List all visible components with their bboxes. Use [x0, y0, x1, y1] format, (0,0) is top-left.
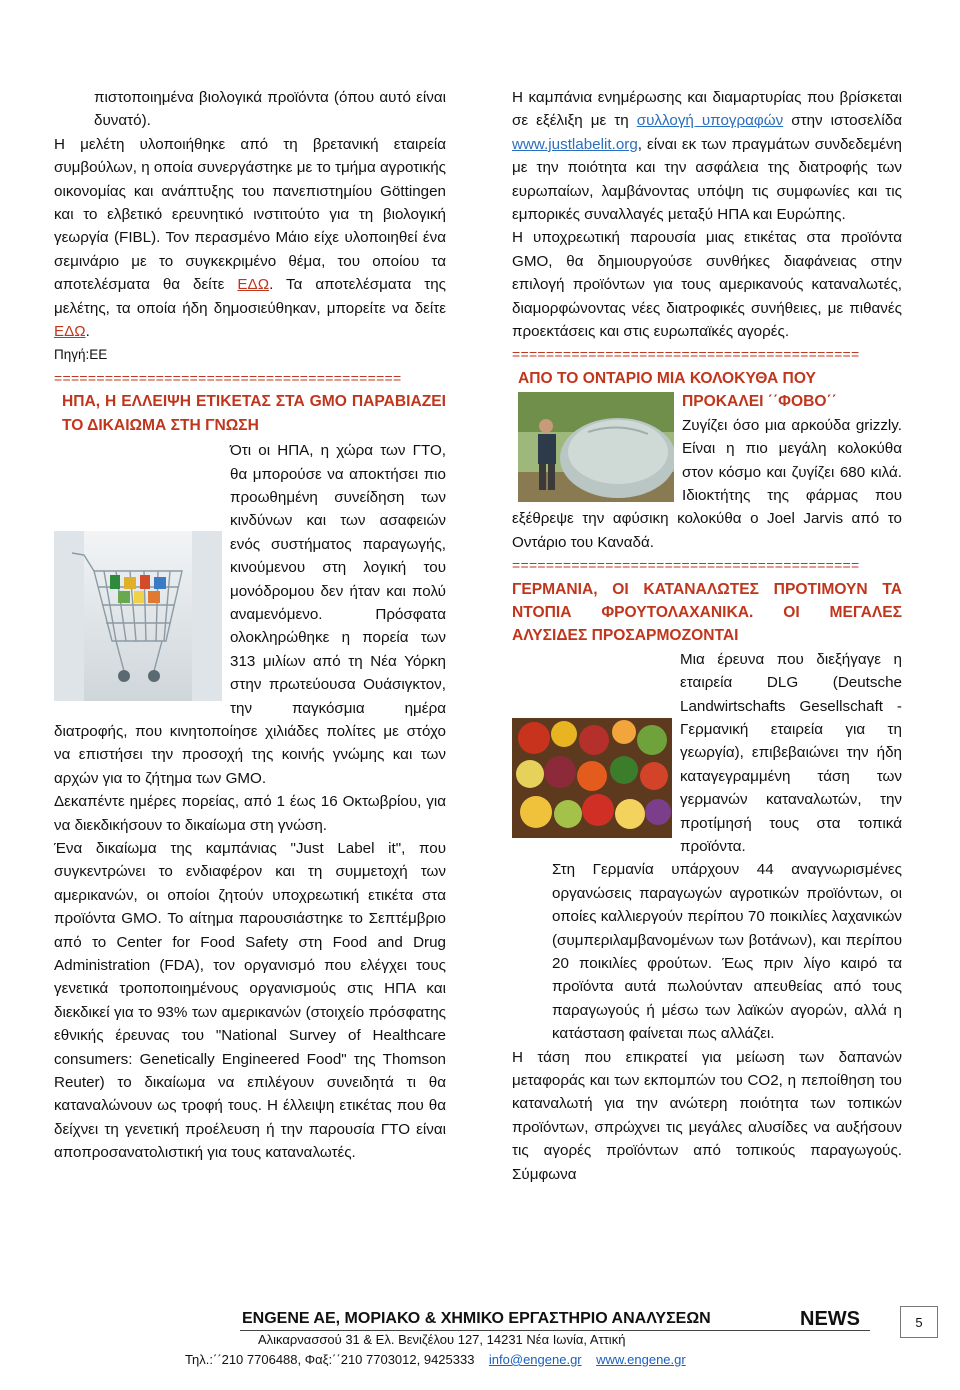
separator: ========================================= [512, 346, 860, 363]
paragraph-producer-organizations: Στη Γερμανία υπάρχουν 44 αναγνωρισμένες οργανώσεις παραγωγών αγροτικών προϊόντων, οι οποίες καλλιεργούν περίπου 70 ποικιλίες λαχανικών (συμπεριλαμβανομένων των βοτάνων), και περίπου 20 ποικιλίες φρούτων. Έως πριν λίγο καιρό τα προϊόντα αυτά πωλούνταν απευθείας από τους παραγωγούς ή μέσω των λαϊκών αγορών, αλλά η κατάσταση φαίνεται πως αλλάζει. [552, 861, 902, 1043]
footer-address: Αλικαρνασσού 31 & Ελ. Βενιζέλου 127, 14231 Νέα Ιωνία, Αττική [258, 1332, 626, 1347]
pumpkin-text: Ζυγίζει όσο μια αρκούδα grizzly. Είναι η πιο μεγάλη κολοκύθα στον κόσμο και ζυγίζει 680 κιλά. Ιδιοκτήτης της φάρμας που εξέθρεψε την αφύσικη κολοκύθα ο Joel Jarvis από το Οντάριο του Καναδά. [512, 416, 902, 551]
footer-web-link[interactable]: www.engene.gr [596, 1352, 686, 1367]
headline-germany-local-produce: ΓΕΡΜΑΝΙΑ, ΟΙ ΚΑΤΑΝΑΛΩΤΕΣ ΠΡΟΤΙΜΟΥΝ ΤΑ ΝΤΟΠΙΑ ΦΡΟΥΤΟΛΑΧΑΝΙΚΑ. ΟΙ ΜΕΓΑΛΕΣ ΑΛΥΣΙΔΕΣ ΠΡΟΣΑΡΜΟΖΟΝΤΑΙ [512, 580, 902, 645]
headline-ontario-pumpkin: ΑΠΟ ΤΟ ΟΝΤΑΡΙΟ ΜΙΑ ΚΟΛΟΚΥΘΑ ΠΟΥ [518, 369, 816, 387]
footer-news-label: NEWS [800, 1308, 860, 1330]
page-number: 5 [900, 1306, 938, 1338]
usa-gmo-text: Ότι οι ΗΠΑ, η χώρα των ΓΤΟ, θα μπορούσε να αποκτήσει πιο προωθημένη συνείδηση των κινδύνων και των ασαφειών ενός συστήματος παραγωγής, κινούμενου στη λογική του μονόδρομου δεν ήταν και πολύ αναμενόμενο. Πρόσφατα ολοκληρώθηκε η πορεία των 313 μιλίων από τη Νέα Υόρκη στην πρωτεύουσα Ουάσιγκτον, την παγκόσμια ημέρα διατροφής, που κινητοποίησε χιλιάδες πολίτες με στόχο να επιστήσει την προσοχή της κοινής γνώμης και των αρχών για το ζήτημα των GMO. [54, 442, 446, 787]
footer-divider [240, 1330, 870, 1331]
dlg-survey-text: Μια έρευνα που διεξήγαγε η εταιρεία DLG (Deutsche Landwirtschafts Gesellschaft - Γερμανική εταιρεία για τη γεωργία), επιβεβαιώνει την ήδη καταγεγραμμένη τάση των γερμανών καταναλωτών, την προτίμησή τους στα τοπικά προϊόντα. [680, 650, 902, 855]
link-signature-collection[interactable]: συλλογή υπογραφών [636, 112, 784, 130]
right-column [512, 86, 902, 1186]
campaign-text: Η καμπάνια ενημέρωσης και διαμαρτυρίας που βρίσκεται σε εξέλιξη με τη [512, 89, 902, 130]
link-justlabelit[interactable]: www.justlabelit.org [512, 135, 638, 153]
paragraph-transport-trend: Η τάση που επικρατεί για μείωση των δαπανών μεταφοράς και των εκπομπών του CO2, η πεποίθηση του καταναλωτή για την ανώτερη ποιότητα των τοπικών προϊόντων, σπρώχνει τις μεγάλες αλυσίδες να αυξήσουν τις αγορές προϊόντων από τοπικούς παραγωγούς. Σύμφωνα [512, 1048, 902, 1183]
footer-contact [185, 1352, 686, 1367]
results-text: Τα αποτελέσματα της μελέτης, τα οποία ήδη δημοσιεύθηκαν, μπορείτε να δείτε [54, 276, 446, 317]
paragraph-study: Η μελέτη υλοποιήθηκε από τη βρετανική εταιρεία συμβούλων, η οποία συνεργάστηκε με το τμήμα αγροτικής οικονομίας και ανάπτυξης του πανεπιστημίου Göttingen και το ελβετικό ερευνητικό ινστιτούτο για τη βιολογική γεωργία (FIBL). Τον περασμένο Μάιο είχε υλοποιηθεί ένα σεμινάριο με το συγκεκριμένο θέμα, του οποίου τα αποτελέσματα θα δείτε ΕΔΩ. Τα αποτελέσματα της μελέτης, τα οποία ήδη δημοσιεύθηκαν, μπορείτε να δείτε ΕΔΩ. [54, 135, 446, 341]
fruits-vegetables-image [512, 718, 672, 838]
separator: ========================================= [54, 369, 402, 386]
footer-phones: Τηλ.:΄΄210 7706488, Φαξ:΄΄210 7703012, 9425333 [185, 1352, 475, 1367]
paragraph-usa-gmo [54, 439, 446, 790]
link-study-results[interactable]: ΕΔΩ [54, 323, 86, 341]
paragraph-mandatory-label: Η υποχρεωτική παρουσία μιας ετικέτας στα προϊόντα GMO, θα δημιουργούσε συνθήκες διαφάνειας στην επιλογή προϊόντων για τους αμερικανούς καταναλωτές, διαμορφώνοντας νέες διατροφικές συνήθειες, με πιθανές προεκτάσεις και στις ευρωπαϊκές αγορές. [512, 229, 902, 341]
campaign-site-text: στην ιστοσελίδα [791, 112, 902, 130]
shopping-cart-image [54, 531, 222, 701]
source-label: Πηγή:ΕΕ [54, 347, 108, 363]
headline-usa-gmo-labels: ΗΠΑ, Η ΕΛΛΕΙΨΗ ΕΤΙΚΕΤΑΣ ΣΤΑ GMO ΠΑΡΑΒΙΑΖΕΙ ΤΟ ΔΙΚΑΙΩΜΑ ΣΤΗ ΓΝΩΣΗ [62, 393, 446, 434]
paragraph-organic-products: πιστοποιημένα βιολογικά προϊόντα (όπου αυτό είναι δυνατό). [94, 89, 446, 130]
left-column [54, 86, 446, 1165]
giant-pumpkin-image [518, 392, 674, 502]
footer-email-link[interactable]: info@engene.gr [488, 1352, 582, 1367]
link-seminar-results[interactable]: ΕΔΩ [237, 276, 270, 294]
footer-company: ENGENE AE, ΜΟΡΙΑΚΟ & ΧΗΜΙΚΟ ΕΡΓΑΣΤΗΡΙΟ ΑΝΑΛΥΣΕΩΝ [242, 1310, 711, 1327]
separator: ========================================= [512, 557, 860, 574]
headline-ontario-pumpkin-cont: ΠΡΟΚΑΛΕΙ ΄΄ΦΟΒΟ΄΄ [682, 393, 837, 411]
study-text: Η μελέτη υλοποιήθηκε από τη βρετανική εταιρεία συμβούλων, η οποία συνεργάστηκε με το τμήμα αγροτικής οικονομίας και ανάπτυξης του πανεπιστημίου Göttingen και το ελβετικό ερευνητικό ινστιτούτο για τη βιολογική γεωργία (FIBL). Τον περασμένο Μάιο είχε υλοποιηθεί ένα σεμινάριο με το συγκεκριμένο θέμα, του οποίου τα αποτελέσματα θα δείτε [54, 135, 446, 294]
campaign-rest-text: , είναι εκ των πραγμάτων συνδεδεμένη με την ποιότητα και την ασφάλεια της διατροφής των ευρωπαίων, λαμβάνοντας υπόψη τις συμφωνίες και τις εμπορικές συναλλαγές μεταξύ ΗΠΑ και Ευρώπης. [512, 135, 902, 224]
paragraph-dlg-survey [512, 648, 902, 859]
paragraph-march-dates: Δεκαπέντε ημέρες πορείας, από 1 έως 16 Οκτωβρίου, για να διεκδικήσουν το δικαίωμα στη γνώση. [54, 793, 446, 834]
paragraph-just-label-it: Ένα δικαίωμα της καμπάνιας "Just Label it", που συγκεντρώνει το ενδιαφέρον και τη συμμετοχή των αμερικανών, οι οποίοι ζητούν υποχρεωτική ετικέτα στα προϊόντα GMO. Το αίτημα παρουσιάστηκε το Σεπτέμβριο από το Center for Food Safety στη Food and Drug Administration (FDA), τον οργανισμό που ελέγχει τους γενετικά τροποποιημένους οργανισμούς στις ΗΠΑ και διεκδικεί για το 93% των αμερικανών (στοιχείο πρόσφατης εθνικής έρευνας του "National Survey of Healthcare consumers: Genetically Engineered Food" της Thomson Reuter) το δικαίωμα να επιλέγουν συνειδητά τι θα καταναλώνουν ως τροφή τους. Η έλλειψη ετικέτας που θα δείχνει τη γενετική προέλευση ή την παρουσία ΓΤΟ είναι αποπροσανατολιστική για τους καταναλωτές. [54, 840, 446, 1162]
paragraph-campaign [512, 86, 902, 226]
paragraph-pumpkin [512, 390, 902, 554]
